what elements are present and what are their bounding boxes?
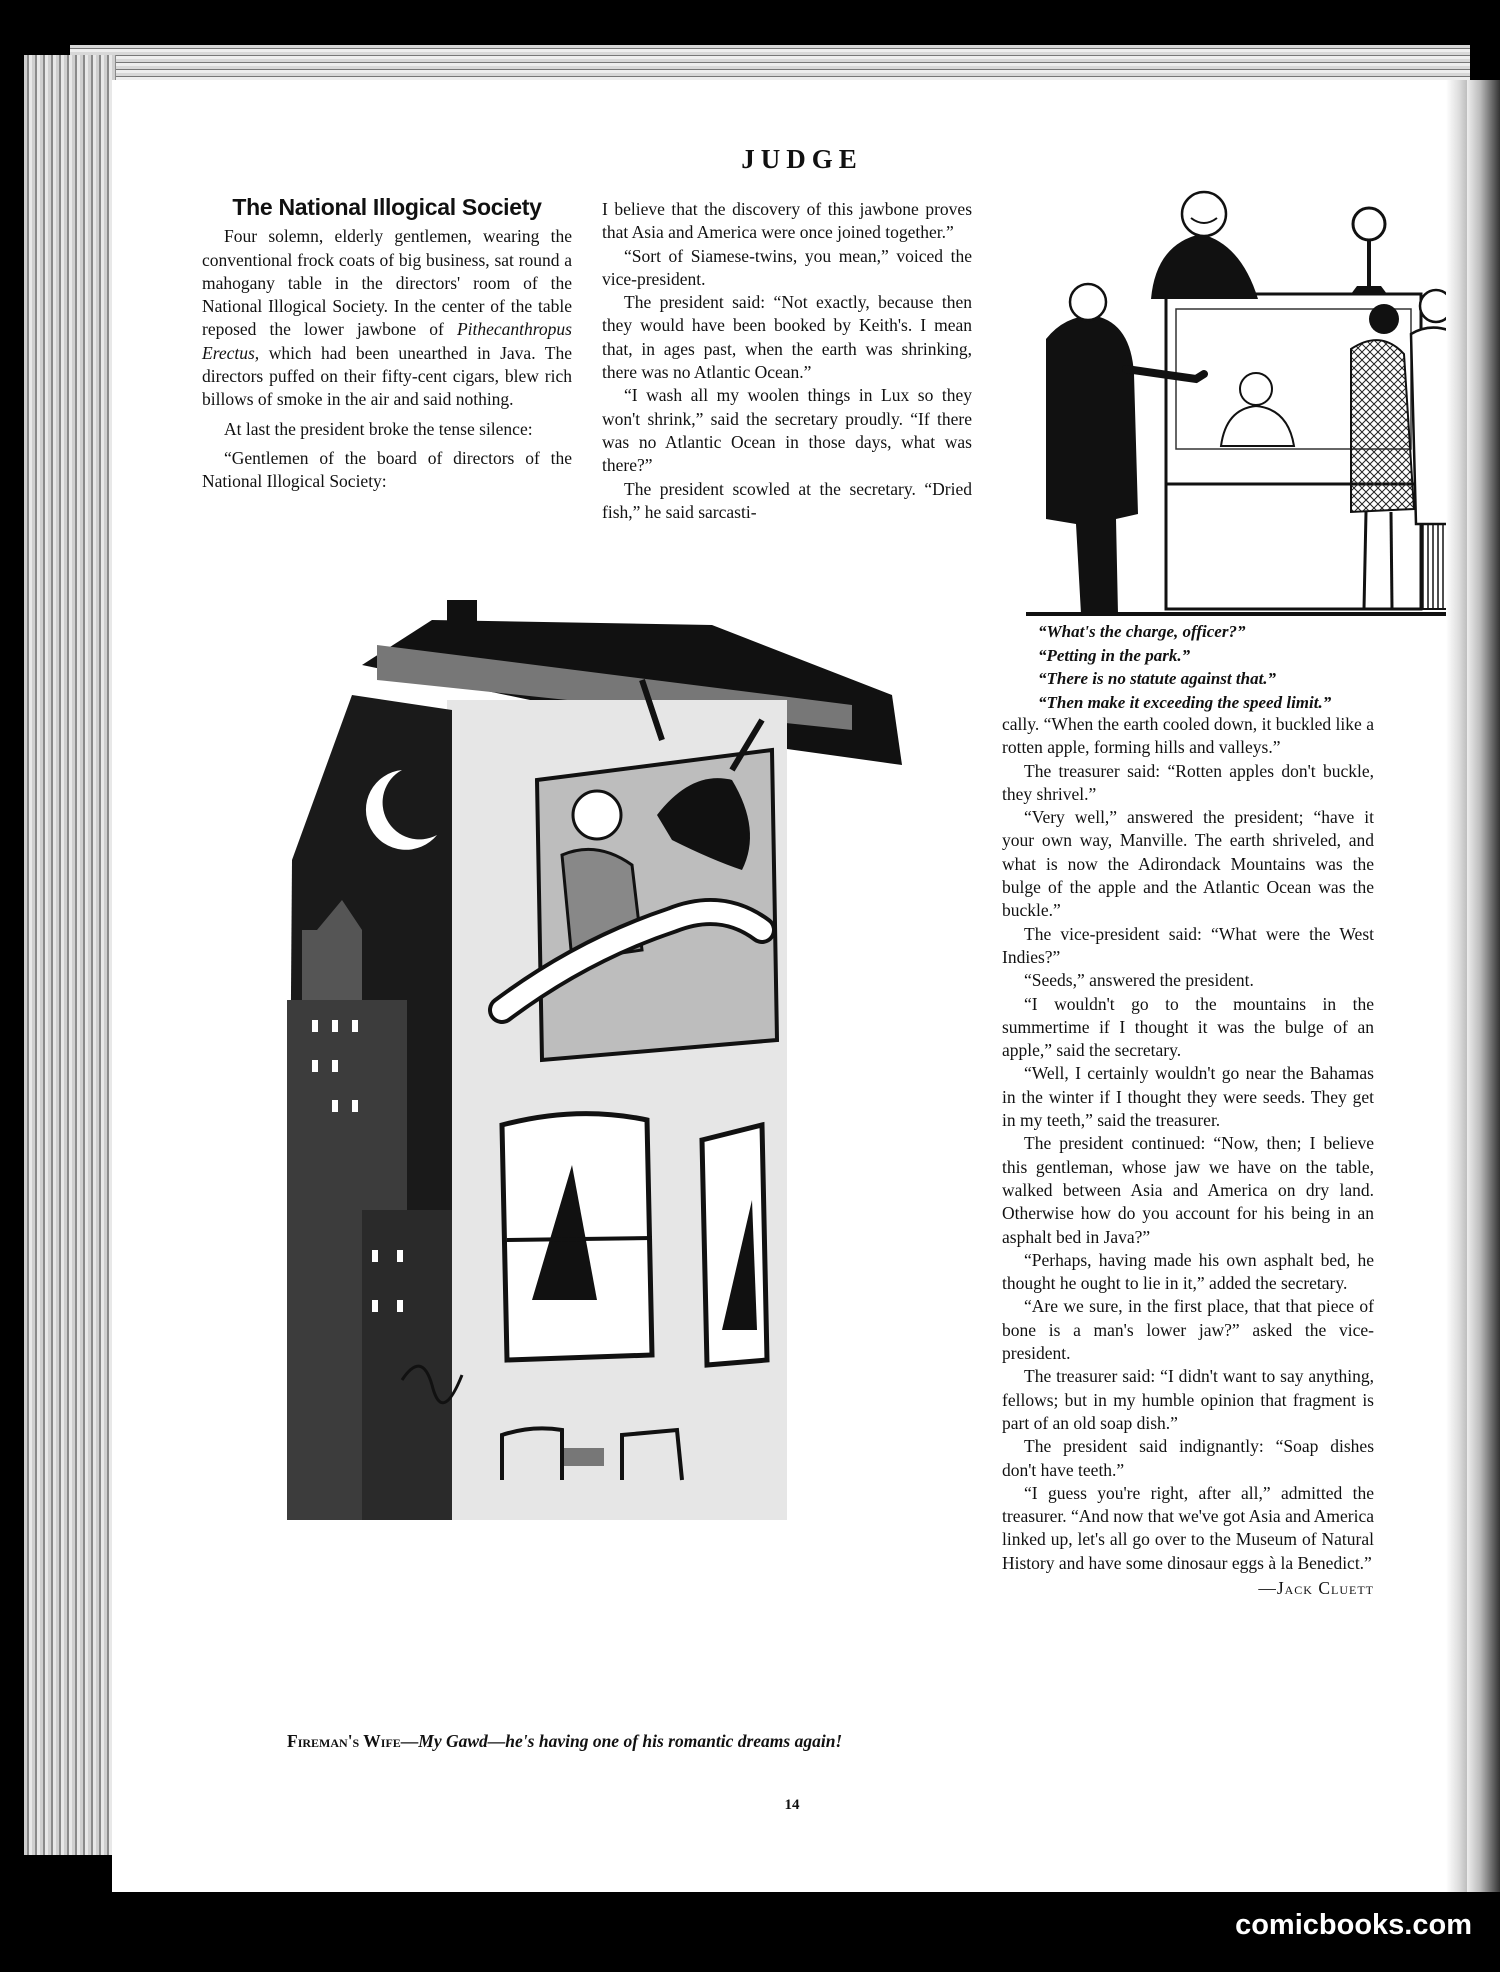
facing-page-edge bbox=[1467, 80, 1500, 1892]
magazine-page bbox=[112, 80, 1467, 1892]
paragraph: “Sort of Siamese-twins, you mean,” voiced the vice-president. bbox=[602, 245, 972, 289]
caption-line: “Petting in the park.” bbox=[1038, 645, 1191, 665]
paragraph: “I wouldn't go to the mountains in the summertime if I thought it was the bulge of an apple,” said the secretary. bbox=[1002, 993, 1374, 1061]
paragraph: The president said indignantly: “Soap dishes don't have teeth.” bbox=[1002, 1436, 1374, 1480]
paragraph: “Perhaps, having made his own asphalt bed, he thought he ought to lie in it,” added the secretary. bbox=[1002, 1249, 1374, 1294]
paragraph: The president continued: “Now, then; I believe this gentleman, whose jaw we have on the table, walked between Asia and America on dry land. Otherwise how do you account for his being in an asphalt bed in Java?” bbox=[1002, 1133, 1374, 1247]
paragraph: The treasurer said: “Rotten apples don't buckle, they shrivel.” bbox=[1002, 760, 1374, 804]
caption-line: “What's the charge, officer?” bbox=[1038, 622, 1246, 641]
fireman-caption bbox=[267, 1730, 967, 1752]
paragraph: The president scowled at the secretary. “Dried fish,” he said sarcasti- bbox=[602, 478, 972, 522]
watermark: comicbooks.com bbox=[1235, 1909, 1472, 1941]
paragraph: The treasurer said: “I didn't want to say anything, fellows; but in my humble opinion that fragment is part of an old soap dish.” bbox=[1002, 1366, 1374, 1433]
book-page-edges-top bbox=[70, 45, 1470, 85]
scientific-name: Pithecanthropus Erectus, bbox=[202, 319, 572, 363]
caption-speaker: Fireman's Wife bbox=[287, 1731, 401, 1751]
caption-line: “Then make it exceeding the speed limit.” bbox=[1038, 692, 1332, 712]
paragraph: “Very well,” answered the president; “have it your own way, Manville. The earth shriveled, and what is now the Adirondack Mountains was the bulge of the apple and the Atlantic Ocean was the buckle.” bbox=[1002, 807, 1374, 921]
paragraph: Four solemn, elderly gentlemen, wearing the conventional frock coats of big business, sat round a mahogany table in the directors' room of the National Illogical Society. In the center of the table reposed the lower jawbone of Pithecanthropus Erectus, which had been unearthed in Java. The directors puffed on their fifty-cent cigars, blew rich billows of smoke in the air and said nothing. bbox=[202, 226, 572, 410]
page-number: 14 bbox=[784, 1797, 800, 1813]
fireman-cartoon bbox=[202, 600, 922, 1795]
paragraph: cally. “When the earth cooled down, it buckled like a rotten apple, forming hills and valleys.” bbox=[1002, 714, 1374, 758]
paragraph: I believe that the discovery of this jawbone proves that Asia and America were once joined together.” bbox=[602, 199, 972, 243]
paragraph: At last the president broke the tense silence: bbox=[224, 418, 533, 439]
caption-text: My Gawd—he's having one of his romantic dreams again! bbox=[418, 1731, 843, 1751]
caption-dash: — bbox=[400, 1731, 419, 1751]
courtroom-caption bbox=[1018, 620, 1486, 714]
paragraph: The vice-president said: “What were the West Indies?” bbox=[1002, 923, 1374, 967]
paragraph: “I guess you're right, after all,” admitted the treasurer. “And now that we've got Asia and America linked up, let's all go over to the Museum of Natural History and have some dinosaur eggs à la Benedict.” bbox=[1002, 1482, 1374, 1573]
article-column-3 bbox=[1002, 713, 1374, 1600]
paragraph: “Seeds,” answered the president. bbox=[1024, 970, 1254, 991]
caption-line: “There is no statute against that.” bbox=[1038, 669, 1277, 688]
masthead: JUDGE bbox=[741, 144, 863, 174]
paragraph: The president said: “Not exactly, because then they would have been booked by Keith's. I mean that, in ages past, when the earth was shrinking, there was no Atlantic Ocean.” bbox=[602, 292, 972, 383]
article-column-2 bbox=[602, 198, 972, 524]
paragraph: “Are we sure, in the first place, that that piece of bone is a man's lower jaw?” asked the vice-president. bbox=[1002, 1296, 1374, 1364]
paragraph: “I wash all my woolen things in Lux so they won't shrink,” said the secretary proudly. “If there was no Atlantic Ocean in those days, what was there?” bbox=[602, 385, 972, 476]
article-column-1 bbox=[202, 196, 572, 494]
article-title: The National Illogical Society bbox=[232, 194, 542, 220]
book-page-edges-left bbox=[24, 55, 116, 1855]
byline: —Jack Cluett bbox=[1258, 1577, 1374, 1598]
courtroom-cartoon bbox=[1026, 184, 1496, 619]
paragraph: “Well, I certainly wouldn't go near the Bahamas in the winter if I thought they were seeds. They get in my teeth,” said the treasurer. bbox=[1002, 1063, 1374, 1131]
paragraph: “Gentlemen of the board of directors of the National Illogical Society: bbox=[202, 447, 572, 492]
